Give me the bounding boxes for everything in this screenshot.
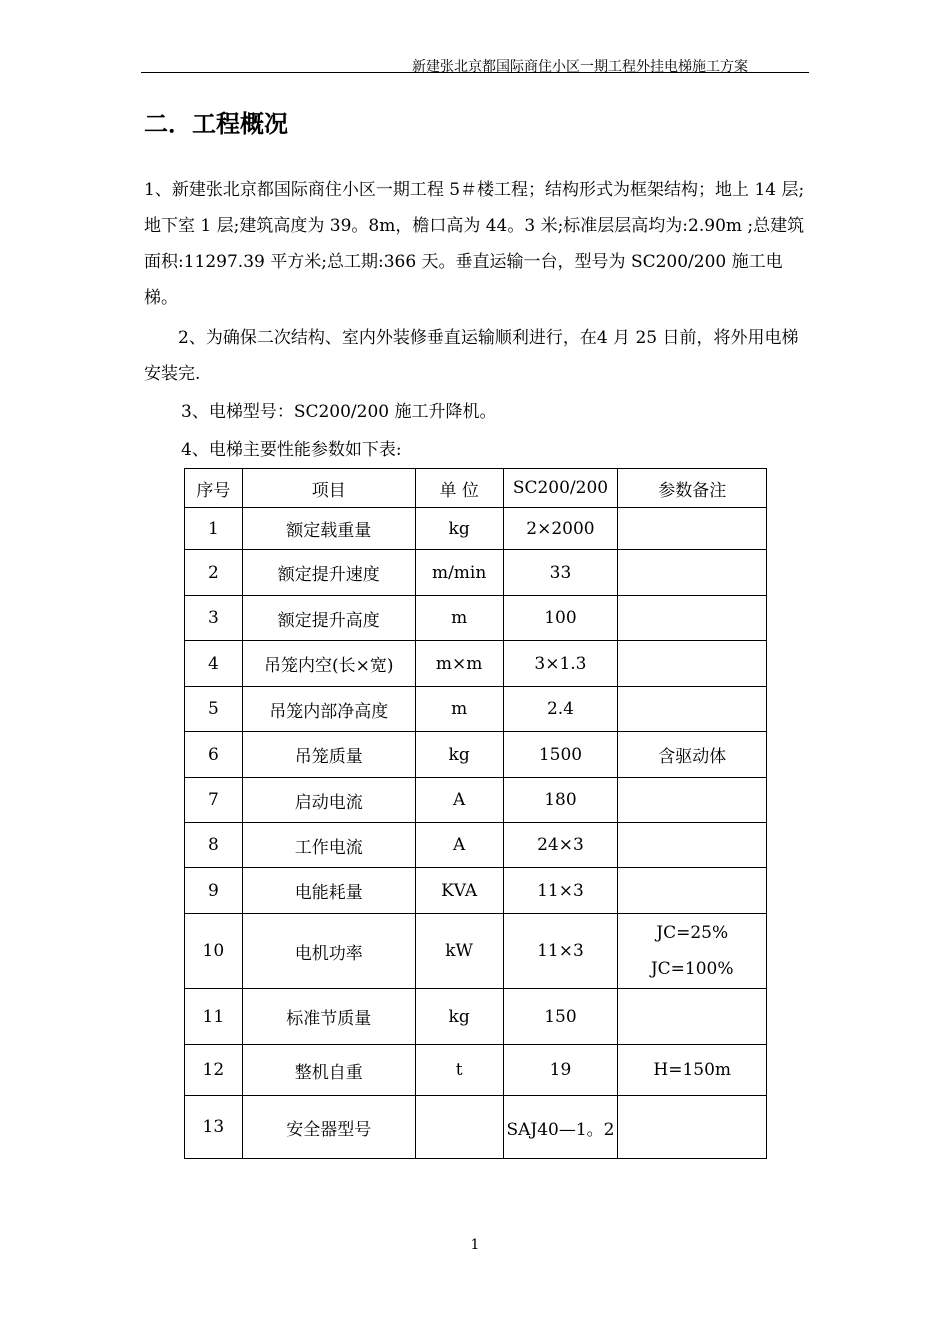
cell-unit: m [415,687,503,732]
cell-unit: m [415,596,503,641]
cell-item: 吊笼质量 [242,732,415,778]
cell-note-line: JC=25% [656,923,729,943]
cell-item: 电能耗量 [242,868,415,914]
cell-note: 含驱动体 [618,732,767,778]
header-model: SC200/200 [503,469,618,508]
table-row [185,687,767,732]
page-number: 1 [470,1237,480,1253]
cell-value: 2×2000 [503,508,618,550]
cell-note [618,641,767,687]
cell-value: 3×1.3 [503,641,618,687]
cell-value: 33 [503,550,618,596]
header-rule [141,72,809,73]
elevator-spec-table [184,468,767,1159]
table-row [185,550,767,596]
cell-item: 吊笼内部净高度 [242,687,415,732]
cell-unit: KVA [415,868,503,914]
cell-no: 5 [185,687,243,732]
cell-unit: m×m [415,641,503,687]
cell-item: 额定提升速度 [242,550,415,596]
cell-unit: A [415,823,503,868]
cell-no: 4 [185,641,243,687]
cell-item: 额定提升高度 [242,596,415,641]
header-unit: 单 位 [415,469,503,508]
cell-value: 11×3 [503,868,618,914]
header-item: 项目 [242,469,415,508]
cell-value: 2.4 [503,687,618,732]
running-header: 新建张北京都国际商住小区一期工程外挂电梯施工方案 [412,59,748,75]
cell-value: 1500 [503,732,618,778]
table-row [185,823,767,868]
cell-unit: A [415,778,503,823]
cell-item: 整机自重 [242,1045,415,1096]
cell-value: 11×3 [503,914,618,989]
table-row [185,1045,767,1096]
cell-item: 工作电流 [242,823,415,868]
cell-note [618,550,767,596]
cell-no: 2 [185,550,243,596]
cell-unit [415,1096,503,1159]
table-row [185,596,767,641]
header-no: 序号 [185,469,243,508]
cell-note [618,914,767,989]
cell-no: 6 [185,732,243,778]
table-header-row [185,469,767,508]
paragraph-project-info: 1、新建张北京都国际商住小区一期工程 5＃楼工程；结构形式为框架结构；地上 14 层;地下室 1 层;建筑高度为 39。8m，檐口高为 44。3 米;标准层层高均为:2.90m ;总建筑面积:11297.39 平方米;总工期:366 天。垂直运输一台，型号为 SC200/200 施工电梯。 [144,180,805,308]
cell-no: 7 [185,778,243,823]
cell-value: 19 [503,1045,618,1096]
table-row [185,989,767,1045]
cell-no: 11 [185,989,243,1045]
cell-unit: kg [415,732,503,778]
paragraph-schedule: 2、为确保二次结构、室内外装修垂直运输顺利进行，在4 月 25 日前，将外用电梯安装完. [144,328,799,384]
cell-no: 1 [185,508,243,550]
section-title: 二．工程概况 [144,110,288,138]
cell-no: 9 [185,868,243,914]
table-row [185,868,767,914]
cell-item: 启动电流 [242,778,415,823]
cell-value: 24×3 [503,823,618,868]
cell-unit: m/min [415,550,503,596]
cell-note [618,508,767,550]
cell-unit: kg [415,989,503,1045]
cell-note [618,1096,767,1159]
cell-no: 13 [185,1096,243,1159]
cell-value: 180 [503,778,618,823]
cell-unit: kg [415,508,503,550]
table-row [185,508,767,550]
cell-item: 标准节质量 [242,989,415,1045]
table-row [185,641,767,687]
cell-item: 吊笼内空(长×宽) [242,641,415,687]
table-row [185,914,767,989]
cell-note [618,989,767,1045]
cell-no: 10 [185,914,243,989]
table-row [185,732,767,778]
cell-item: 安全器型号 [242,1096,415,1159]
cell-note [618,823,767,868]
table-row [185,1096,767,1159]
cell-no: 8 [185,823,243,868]
cell-no: 12 [185,1045,243,1096]
cell-note [618,687,767,732]
paragraph-table-intro: 4、电梯主要性能参数如下表: [181,440,402,460]
cell-note-line: JC=100% [650,959,734,979]
cell-value: 100 [503,596,618,641]
cell-unit: kW [415,914,503,989]
cell-unit: t [415,1045,503,1096]
paragraph-elevator-model: 3、电梯型号：SC200/200 施工升降机。 [181,402,497,422]
cell-value: SAJ40—1。2 [503,1096,618,1159]
cell-item: 额定载重量 [242,508,415,550]
cell-no: 3 [185,596,243,641]
table-row [185,778,767,823]
cell-note [618,868,767,914]
cell-value: 150 [503,989,618,1045]
header-notes: 参数备注 [618,469,767,508]
cell-note: H=150m [618,1045,767,1096]
cell-note [618,778,767,823]
cell-note [618,596,767,641]
cell-item: 电机功率 [242,914,415,989]
